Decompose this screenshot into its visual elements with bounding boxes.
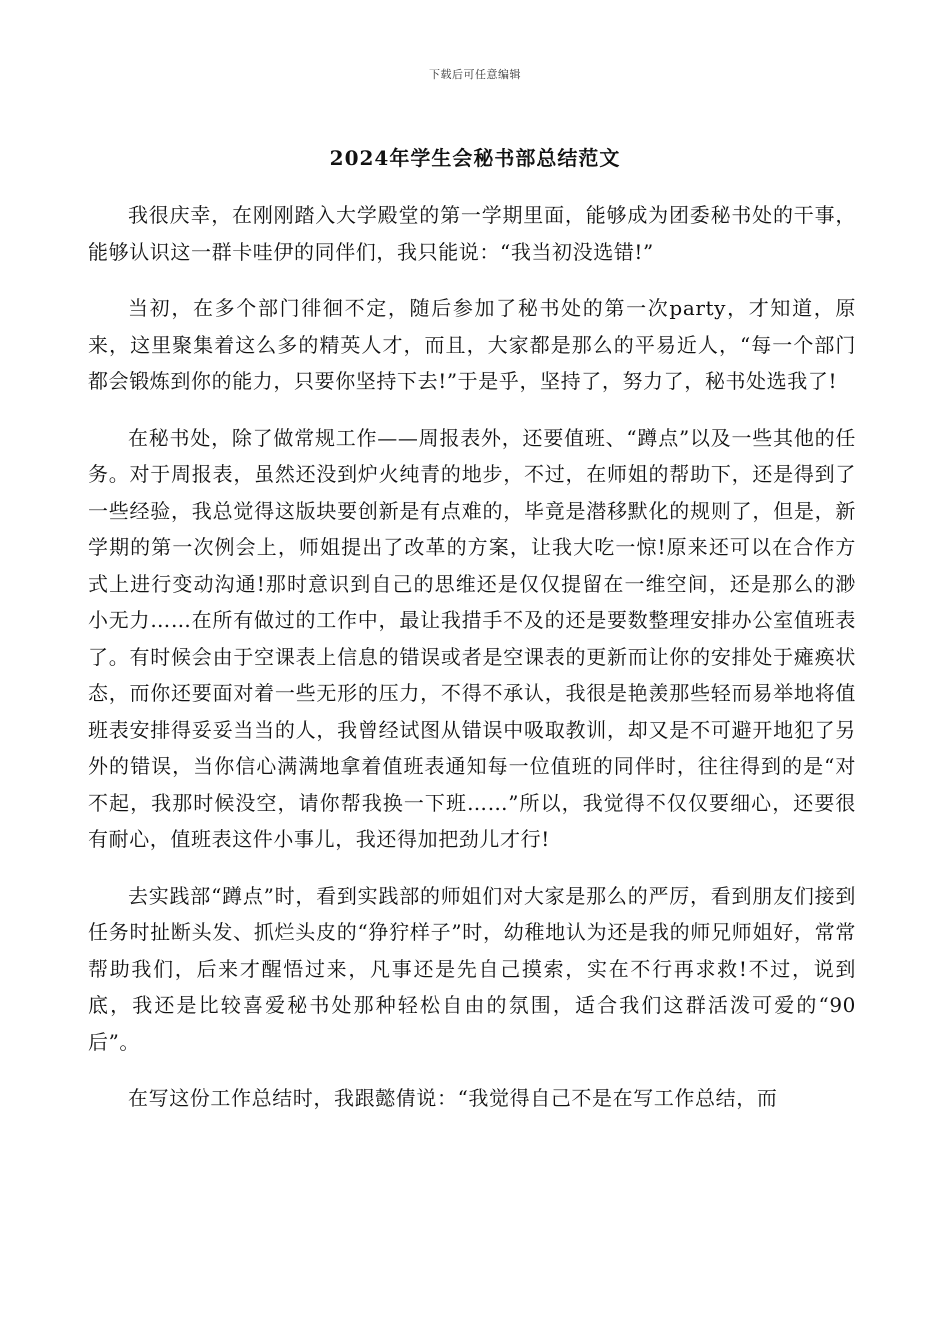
document-title: 2024年学生会秘书部总结范文 (329, 146, 621, 170)
paragraph: 当初，在多个部门徘徊不定，随后参加了秘书处的第一次party，才知道，原来，这里聚集着这么多的精英人才，而且，大家都是那么的平易近人，“每一个部门都会锻炼到你的能力，只要你坚持下去!”于是乎，坚持了，努力了，秘书处选我了! (88, 296, 856, 393)
document-body (88, 197, 856, 1137)
paragraph: 我很庆幸，在刚刚踏入大学殿堂的第一学期里面，能够成为团委秘书处的干事，能够认识这一群卡哇伊的同伴们，我只能说：“我当初没选错!” (88, 203, 856, 264)
header-note: 下载后可任意编辑 (429, 68, 521, 81)
paragraph: 在写这份工作总结时，我跟懿倩说：“我觉得自己不是在写工作总结，而 (128, 1086, 778, 1110)
paragraph: 去实践部“蹲点”时，看到实践部的师姐们对大家是那么的严厉，看到朋友们接到任务时扯断头发、抓烂头皮的“狰狞样子”时，幼稚地认为还是我的师兄师姐好，常常帮助我们，后来才醒悟过来，凡事还是先自己摸索，实在不行再求救!不过，说到底，我还是比较喜爱秘书处那种轻松自由的氛围，适合我们这群活泼可爱的“90后”。 (88, 883, 856, 1054)
paragraph: 在秘书处，除了做常规工作——周报表外，还要值班、“蹲点”以及一些其他的任务。对于周报表，虽然还没到炉火纯青的地步，不过，在师姐的帮助下，还是得到了一些经验，我总觉得这版块要创新是有点难的，毕竟是潜移默化的规则了，但是，新学期的第一次例会上，师姐提出了改革的方案，让我大吃一惊!原来还可以在合作方式上进行变动沟通!那时意识到自己的思维还是仅仅提留在一维空间，还是那么的渺小无力……在所有做过的工作中，最让我措手不及的还是要数整理安排办公室值班表了。有时候会由于空课表上信息的错误或者是空课表的更新而让你的安排处于瘫痪状态，而你还要面对着一些无形的压力，不得不承认，我很是艳羡那些轻而易举地将值班表安排得妥妥当当的人，我曾经试图从错误中吸取教训，却又是不可避开地犯了另外的错误，当你信心满满地拿着值班表通知每一位值班的同伴时，往往得到的是“对不起，我那时候没空，请你帮我换一下班……”所以，我觉得不仅仅要细心，还要很有耐心，值班表这件小事儿，我还得加把劲儿才行! (88, 425, 856, 851)
